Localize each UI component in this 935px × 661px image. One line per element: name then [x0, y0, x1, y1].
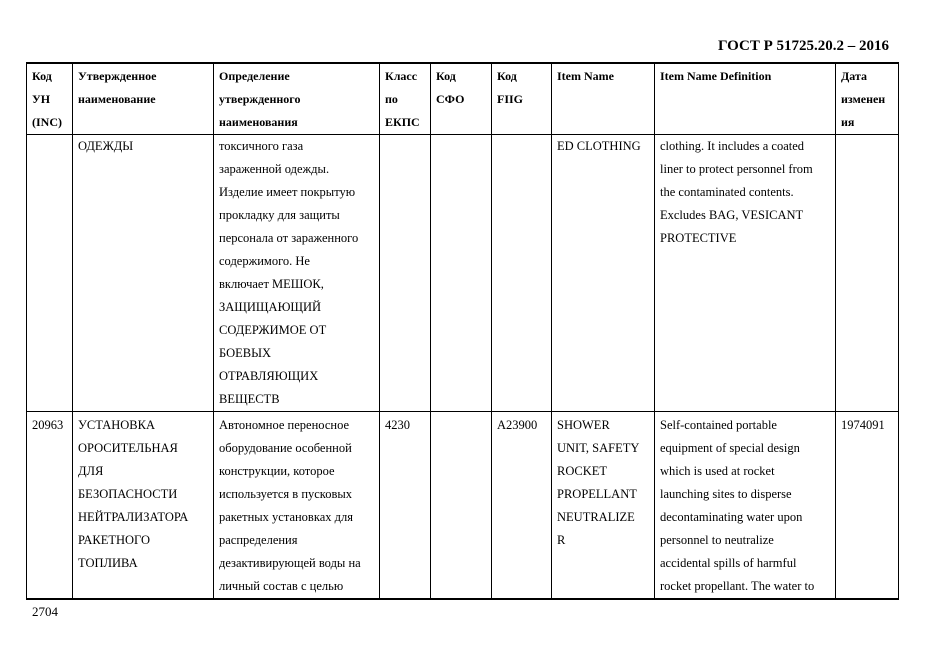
header-change-date: Дата изменен ия — [836, 63, 899, 135]
table-header-row — [27, 63, 899, 135]
header-inc: Код УН (INC) — [27, 63, 73, 135]
cell-item-name-definition: Self-contained portable equipment of special design which is used at rocket launching sites to disperse decontaminating water upon personnel to neutralize accidental spills of harmful rocket propellant. The water to — [655, 412, 836, 600]
header-definition: Определение утвержденного наименования — [214, 63, 380, 135]
cell-change-date — [836, 135, 899, 412]
header-approved-name: Утвержденное наименование — [73, 63, 214, 135]
cell-item-name: SHOWER UNIT, SAFETY ROCKET PROPELLANT NEUTRALIZE R — [552, 412, 655, 600]
cell-item-name: ED CLOTHING — [552, 135, 655, 412]
header-item-name: Item Name — [552, 63, 655, 135]
cell-fiig-code — [492, 135, 552, 412]
cell-ekps-class — [380, 135, 431, 412]
cell-sfo-code — [431, 135, 492, 412]
header-fiig-code: Код FIIG — [492, 63, 552, 135]
header-sfo-code: Код СФО — [431, 63, 492, 135]
cell-item-name-definition: clothing. It includes a coated liner to protect personnel from the contaminated contents. Excludes BAG, VESICANT PROTECTIVE — [655, 135, 836, 412]
cell-ekps-class: 4230 — [380, 412, 431, 600]
table-row — [27, 412, 899, 600]
page-number: 2704 — [32, 604, 58, 619]
table-row — [27, 135, 899, 412]
cell-definition: токсичного газа зараженной одежды. Изделие имеет покрытую прокладку для защиты персонала от зараженного содержимого. Не включает МЕШОК, ЗАЩИЩАЮЩИЙ СОДЕРЖИМОЕ ОТ БОЕВЫХ ОТРАВЛЯЮЩИХ ВЕЩЕСТВ — [214, 135, 380, 412]
cell-fiig-code: A23900 — [492, 412, 552, 600]
specification-table — [26, 62, 899, 600]
header-item-name-definition: Item Name Definition — [655, 63, 836, 135]
cell-approved-name: ОДЕЖДЫ — [73, 135, 214, 412]
cell-change-date: 1974091 — [836, 412, 899, 600]
cell-inc — [27, 135, 73, 412]
cell-approved-name: УСТАНОВКА ОРОСИТЕЛЬНАЯ ДЛЯ БЕЗОПАСНОСТИ НЕЙТРАЛИЗАТОРА РАКЕТНОГО ТОПЛИВА — [73, 412, 214, 600]
document-standard-header: ГОСТ Р 51725.20.2 – 2016 — [717, 38, 889, 54]
cell-inc: 20963 — [27, 412, 73, 600]
header-ekps-class: Класс по ЕКПС — [380, 63, 431, 135]
cell-sfo-code — [431, 412, 492, 600]
cell-definition: Автономное переносное оборудование особенной конструкции, которое используется в пусковых ракетных установках для распределения дезактивирующей воды на личный состав с целью — [214, 412, 380, 600]
